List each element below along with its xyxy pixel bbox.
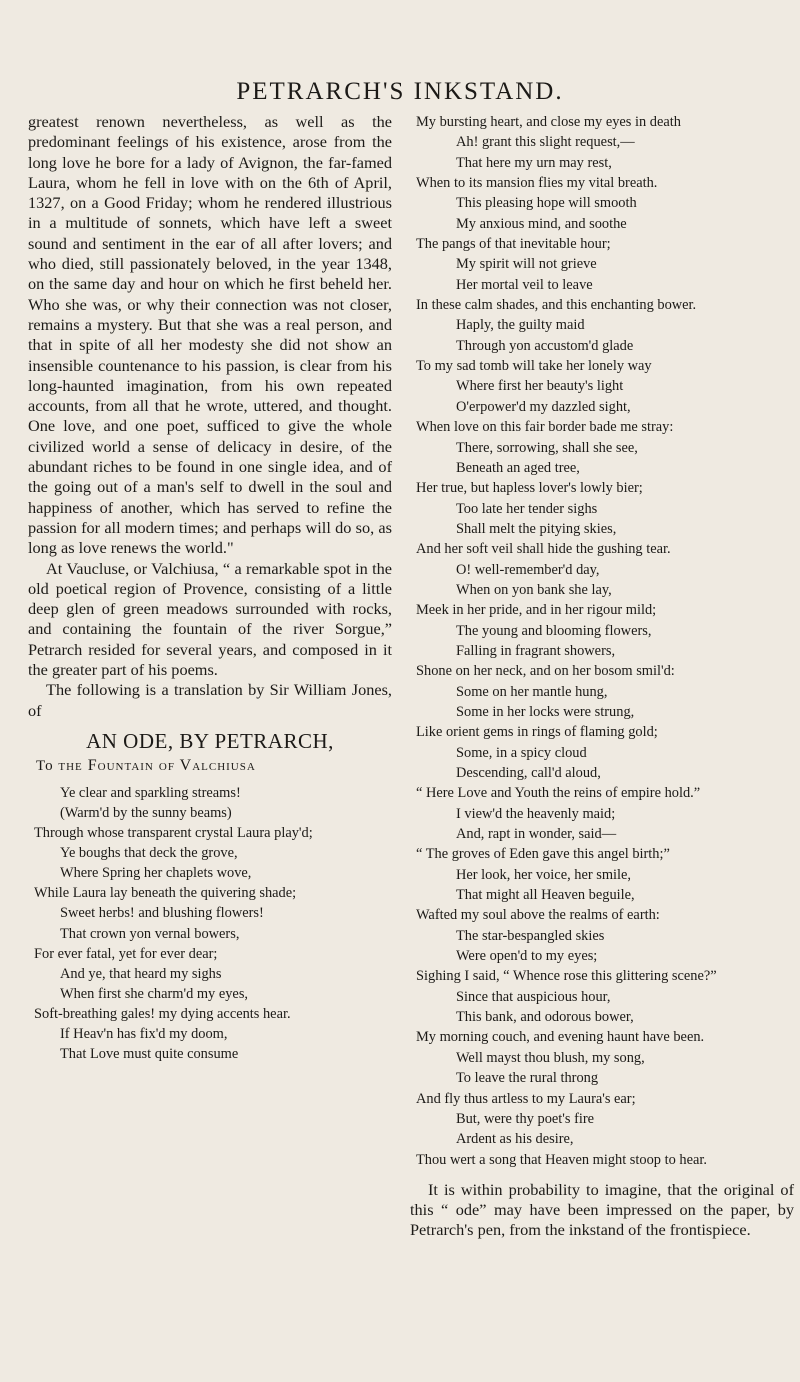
verse-line: My anxious mind, and soothe [456,215,627,232]
verse-line: When on yon bank she lay, [456,581,612,598]
verse-line: Meek in her pride, and in her rigour mild; [416,602,657,619]
verse-line: When to its mansion flies my vital breath. [416,175,658,192]
prose-paragraph: The following is a translation by Sir William Jones, of [28,680,392,720]
verse-line: Like orient gems in rings of flaming gold; [416,724,658,741]
left-prose [28,112,392,721]
verse-line: And fly thus artless to my Laura's ear; [416,1090,636,1107]
verse-line: Her mortal veil to leave [456,276,593,293]
verse-line: (Warm'd by the sunny beams) [60,805,232,821]
verse-line: That crown yon vernal bowers, [60,925,240,942]
verse-line: Some, in a spicy cloud [456,744,587,761]
verse-line: That here my urn may rest, [456,154,612,171]
verse-line: Were open'd to my eyes; [456,948,598,965]
verse-line: O'erpower'd my dazzled sight, [456,398,631,415]
verse-line: Thou wert a song that Heaven might stoop to hear. [416,1151,707,1168]
verse-line: My spirit will not grieve [456,256,597,273]
verse-line: Through whose transparent crystal Laura play'd; [34,825,313,842]
verse-line: Ye clear and sparkling streams! [60,784,241,801]
verse-line: Through yon accustom'd glade [456,337,634,354]
verse-line: My bursting heart, and close my eyes in death [416,114,681,130]
verse-line: “ The groves of Eden gave this angel birth;” [416,846,670,863]
verse-line: O! well-remember'd day, [456,561,600,578]
verse-line: And her soft veil shall hide the gushing tear. [416,541,671,558]
verse-line: Her true, but hapless lover's lowly bier; [416,480,643,497]
verse-line: And ye, that heard my sighs [60,965,222,982]
right-column [410,112,794,1241]
verse-line: Some on her mantle hung, [456,683,608,700]
verse-line: The pangs of that inevitable hour; [416,236,611,253]
verse-line: The star-bespangled skies [456,927,605,944]
verse-line: Where first her beauty's light [456,378,624,395]
verse-line: While Laura lay beneath the quivering shade; [34,885,297,902]
running-head: PETRARCH'S INKSTAND. [236,78,564,105]
prose-paragraph: greatest renown nevertheless, as well as the predominant feelings of his existence, arose from the long love he bore for a lady of Avignon, the far-famed Laura, whom he fell in love with on the 6th of April, 1327, on a Good Friday; whom he rendered illustrious in a multitude of sonnets, which have left a sweet sound and sentiment in the ear of all after lovers; and who died, still passionately beloved, in the year 1348, on the same day and hour on which he first beheld her. Who she was, or why their connection was not closer, remains a mystery. But that she was a real person, and that in spite of all her modesty she did not show an insensible countenance to his passion, is clear from his long-haunted imagination, from his own repeated accounts, from all that he wrote, uttered, and thought. One love, and one poet, sufficed to give the whole civilized world a sense of delicacy in desire, of the abundant riches to be found in one single idea, and of the going out of a man's self to dwell in the soul and happiness of another, which has served to refine the passion for all modern times; and perhaps will do so, as long as love renews the world." [28,112,392,558]
left-verse [28,783,392,1064]
verse-line: This pleasing hope will smooth [456,195,637,212]
verse-line: Wafted my soul above the realms of earth: [416,907,660,924]
verse-line: For ever fatal, yet for ever dear; [34,945,218,962]
verse-line: Soft-breathing gales! my dying accents hear. [34,1005,291,1022]
verse-line: Shall melt the pitying skies, [456,520,617,537]
verse-line: If Heav'n has fix'd my doom, [60,1026,228,1043]
verse-line: Too late her tender sighs [456,500,598,517]
verse-line: “ Here Love and Youth the reins of empire hold.” [416,785,701,802]
verse-line: And, rapt in wonder, said— [456,826,617,843]
prose-paragraph: At Vaucluse, or Valchiusa, “ a remarkable spot in the old poetical region of Provence, consisting of a little deep glen of green meadows surrounded with rocks, and containing the fountain of the river Sorgue,” Petrarch resided for several years, and composed in it the greater part of his poems. [28,558,392,680]
verse-line: There, sorrowing, shall she see, [456,439,638,456]
closing-paragraph: It is within probability to imagine, that the original of this “ ode” may have been impressed on the paper, by Petrarch's pen, from the inkstand of the frontispiece. [410,1179,794,1240]
verse-line: Some in her locks were strung, [456,703,635,720]
verse-line: Haply, the guilty maid [456,317,585,334]
verse-line: But, were thy poet's fire [456,1110,595,1127]
verse-line: When first she charm'd my eyes, [60,985,249,1002]
verse-line: To leave the rural throng [456,1070,599,1087]
ode-subtitle [36,757,392,775]
verse-line: Sighing I said, “ Whence rose this glittering scene?” [416,968,717,985]
verse-line: Sweet herbs! and blushing flowers! [60,905,264,922]
verse-line: I view'd the heavenly maid; [456,805,616,822]
verse-line: That Love must quite consume [60,1046,239,1063]
verse-line: Since that auspicious hour, [456,988,611,1005]
verse-line: My morning couch, and evening haunt have been. [416,1029,705,1046]
verse-line: Beneath an aged tree, [456,459,580,476]
verse-line: The young and blooming flowers, [456,622,652,639]
verse-line: Falling in fragrant showers, [456,642,616,659]
right-verse [410,112,794,1170]
verse-line: Ardent as his desire, [456,1131,574,1148]
verse-line: Where Spring her chaplets wove, [60,865,252,882]
ode-subtitle-to: To [36,757,54,774]
verse-line: To my sad tomb will take her lonely way [416,358,652,375]
verse-line: Well mayst thou blush, my song, [456,1049,645,1066]
verse-line: Shone on her neck, and on her bosom smil'd: [416,663,675,680]
verse-line: Her look, her voice, her smile, [456,866,632,883]
verse-line: This bank, and odorous bower, [456,1009,634,1026]
verse-line: When love on this fair border bade me stray: [416,419,674,436]
left-column [28,112,392,1064]
verse-line: Ye boughs that deck the grove, [60,845,238,862]
verse-line: Descending, call'd aloud, [456,765,601,781]
verse-line: In these calm shades, and this enchanting bower. [416,297,697,314]
verse-line: Ah! grant this slight request,— [456,134,635,151]
ode-subtitle-text: the Fountain of Valchiusa [58,756,256,774]
ode-title: AN ODE, BY PETRARCH, [86,728,334,753]
verse-line: That might all Heaven beguile, [456,887,635,904]
